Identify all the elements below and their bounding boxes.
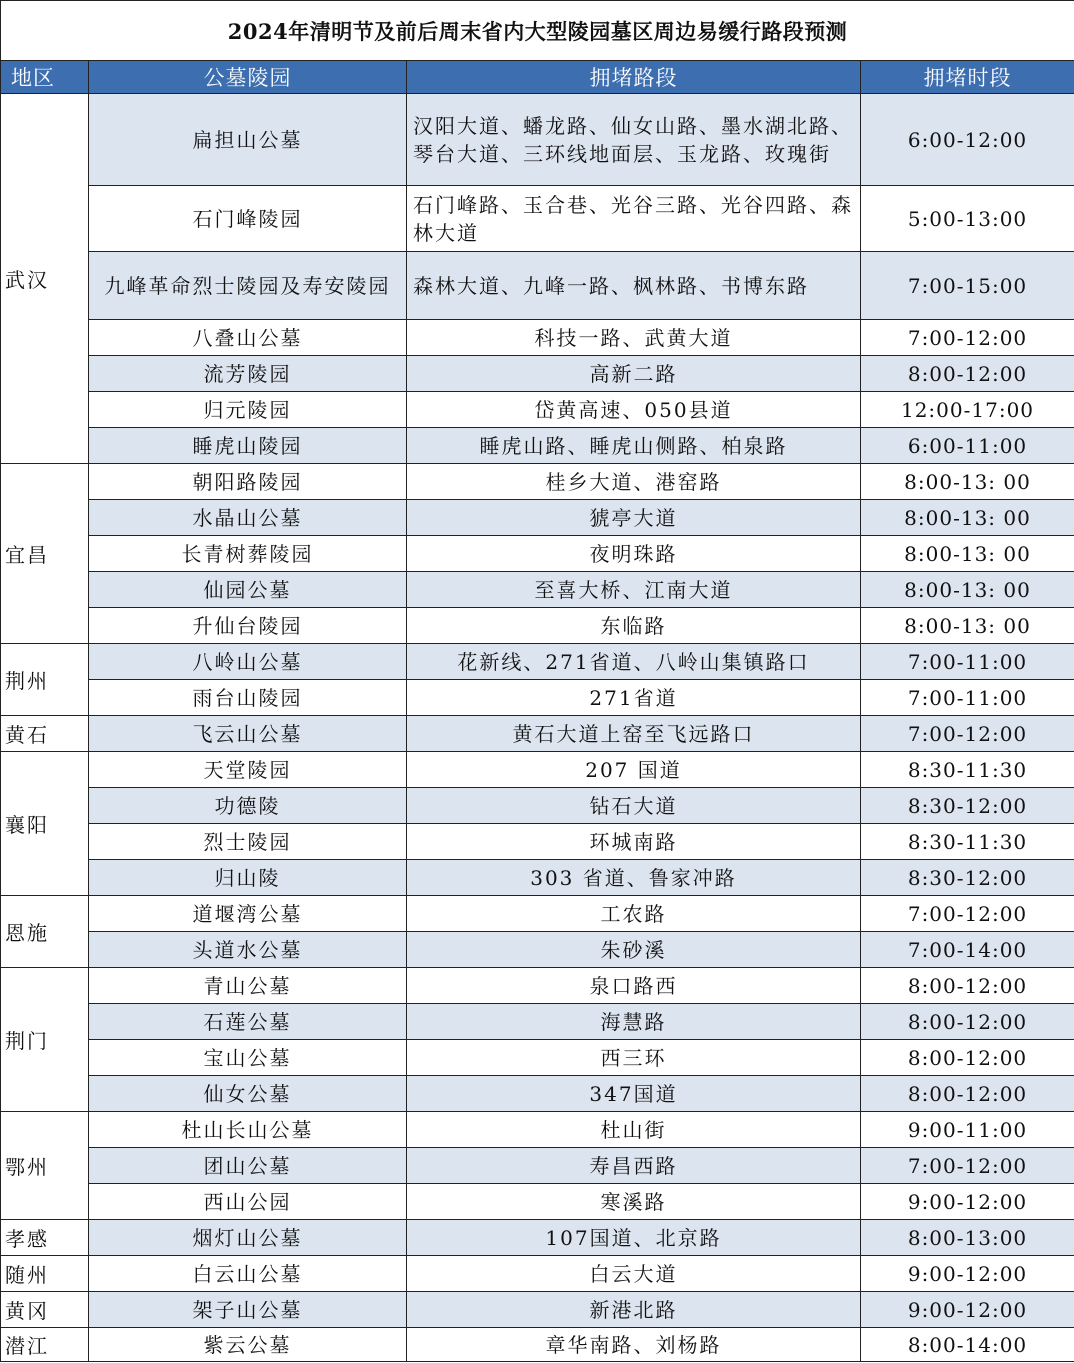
time-cell: 7:00-14:00	[861, 932, 1074, 968]
cemetery-cell: 九峰革命烈士陵园及寿安陵园	[89, 252, 407, 320]
roads-cell: 科技一路、武黄大道	[407, 320, 861, 356]
table-row	[1, 1292, 1074, 1328]
roads-cell: 森林大道、九峰一路、枫林路、书博东路	[407, 252, 861, 320]
time-cell: 8:00-13: 00	[861, 536, 1074, 572]
roads-cell: 环城南路	[407, 824, 861, 860]
time-cell: 8:00-14:00	[861, 1328, 1074, 1362]
time-cell: 7:00-11:00	[861, 680, 1074, 716]
header-time: 拥堵时段	[861, 61, 1074, 94]
roads-cell: 西三环	[407, 1040, 861, 1076]
time-cell: 9:00-12:00	[861, 1184, 1074, 1220]
time-cell: 9:00-11:00	[861, 1112, 1074, 1148]
header-roads: 拥堵路段	[407, 61, 861, 94]
table-row	[1, 94, 1074, 186]
cemetery-cell: 杜山长山公墓	[89, 1112, 407, 1148]
roads-cell: 花新线、271省道、八岭山集镇路口	[407, 644, 861, 680]
roads-cell: 章华南路、刘杨路	[407, 1328, 861, 1362]
time-cell: 9:00-12:00	[861, 1256, 1074, 1292]
cemetery-cell: 宝山公墓	[89, 1040, 407, 1076]
table-title: 2024年清明节及前后周末省内大型陵园墓区周边易缓行路段预测	[1, 1, 1074, 61]
roads-cell: 东临路	[407, 608, 861, 644]
roads-cell: 黄石大道上窑至飞远路口	[407, 716, 861, 752]
roads-cell: 白云大道	[407, 1256, 861, 1292]
time-cell: 8:30-12:00	[861, 860, 1074, 896]
cemetery-cell: 归山陵	[89, 860, 407, 896]
table-row	[1, 788, 1074, 824]
region-cell: 恩施	[1, 896, 89, 968]
roads-cell: 工农路	[407, 896, 861, 932]
time-cell: 8:30-12:00	[861, 788, 1074, 824]
roads-cell: 桂乡大道、港窑路	[407, 464, 861, 500]
cemetery-cell: 八岭山公墓	[89, 644, 407, 680]
cemetery-cell: 水晶山公墓	[89, 500, 407, 536]
roads-cell: 寒溪路	[407, 1184, 861, 1220]
region-cell: 黄冈	[1, 1292, 89, 1328]
roads-cell: 泉口路西	[407, 968, 861, 1004]
table-row	[1, 644, 1074, 680]
region-cell: 孝感	[1, 1220, 89, 1256]
region-cell: 荆州	[1, 644, 89, 716]
time-cell: 8:00-13: 00	[861, 500, 1074, 536]
cemetery-cell: 天堂陵园	[89, 752, 407, 788]
time-cell: 8:00-12:00	[861, 1040, 1074, 1076]
time-cell: 7:00-15:00	[861, 252, 1074, 320]
table-row	[1, 186, 1074, 252]
cemetery-cell: 八叠山公墓	[89, 320, 407, 356]
cemetery-cell: 归元陵园	[89, 392, 407, 428]
time-cell: 7:00-12:00	[861, 320, 1074, 356]
cemetery-cell: 石门峰陵园	[89, 186, 407, 252]
cemetery-cell: 烈士陵园	[89, 824, 407, 860]
roads-cell: 杜山街	[407, 1112, 861, 1148]
cemetery-cell: 睡虎山陵园	[89, 428, 407, 464]
cemetery-cell: 白云山公墓	[89, 1256, 407, 1292]
cemetery-cell: 架子山公墓	[89, 1292, 407, 1328]
table-row	[1, 1256, 1074, 1292]
table-row	[1, 572, 1074, 608]
table-row	[1, 1076, 1074, 1112]
cemetery-cell: 流芳陵园	[89, 356, 407, 392]
time-cell: 7:00-12:00	[861, 896, 1074, 932]
roads-cell: 107国道、北京路	[407, 1220, 861, 1256]
cemetery-cell: 长青树葬陵园	[89, 536, 407, 572]
region-cell: 黄石	[1, 716, 89, 752]
table-row	[1, 428, 1074, 464]
table-row	[1, 252, 1074, 320]
time-cell: 9:00-12:00	[861, 1292, 1074, 1328]
table-row	[1, 1184, 1074, 1220]
cemetery-cell: 扁担山公墓	[89, 94, 407, 186]
cemetery-cell: 团山公墓	[89, 1148, 407, 1184]
table-row	[1, 896, 1074, 932]
roads-cell: 303 省道、鲁家冲路	[407, 860, 861, 896]
region-cell: 宜昌	[1, 464, 89, 644]
time-cell: 7:00-11:00	[861, 644, 1074, 680]
table-row	[1, 1004, 1074, 1040]
time-cell: 8:00-12:00	[861, 1004, 1074, 1040]
table-row	[1, 536, 1074, 572]
table-row	[1, 1220, 1074, 1256]
table-body	[1, 94, 1074, 1362]
cemetery-cell: 升仙台陵园	[89, 608, 407, 644]
time-cell: 7:00-12:00	[861, 1148, 1074, 1184]
time-cell: 6:00-11:00	[861, 428, 1074, 464]
cemetery-cell: 头道水公墓	[89, 932, 407, 968]
cemetery-cell: 紫云公墓	[89, 1328, 407, 1362]
roads-cell: 石门峰路、玉合巷、光谷三路、光谷四路、森林大道	[407, 186, 861, 252]
table-row	[1, 320, 1074, 356]
roads-cell: 207 国道	[407, 752, 861, 788]
time-cell: 8:00-13: 00	[861, 464, 1074, 500]
time-cell: 5:00-13:00	[861, 186, 1074, 252]
time-cell: 7:00-12:00	[861, 716, 1074, 752]
table-row	[1, 932, 1074, 968]
time-cell: 8:00-13: 00	[861, 608, 1074, 644]
header-region: 地区	[1, 61, 89, 94]
roads-cell: 岱黄高速、050县道	[407, 392, 861, 428]
time-cell: 8:30-11:30	[861, 752, 1074, 788]
table-row	[1, 1040, 1074, 1076]
table-row	[1, 608, 1074, 644]
cemetery-cell: 朝阳路陵园	[89, 464, 407, 500]
table-row	[1, 1148, 1074, 1184]
region-cell: 武汉	[1, 94, 89, 464]
roads-cell: 海慧路	[407, 1004, 861, 1040]
table-row	[1, 824, 1074, 860]
cemetery-cell: 雨台山陵园	[89, 680, 407, 716]
cemetery-cell: 石莲公墓	[89, 1004, 407, 1040]
table-row	[1, 680, 1074, 716]
cemetery-cell: 仙园公墓	[89, 572, 407, 608]
table-row	[1, 860, 1074, 896]
roads-cell: 寿昌西路	[407, 1148, 861, 1184]
table-row	[1, 1112, 1074, 1148]
region-cell: 潜江	[1, 1328, 89, 1362]
time-cell: 8:00-12:00	[861, 1076, 1074, 1112]
cemetery-cell: 仙女公墓	[89, 1076, 407, 1112]
time-cell: 6:00-12:00	[861, 94, 1074, 186]
cemetery-cell: 西山公园	[89, 1184, 407, 1220]
table-row	[1, 500, 1074, 536]
roads-cell: 新港北路	[407, 1292, 861, 1328]
roads-cell: 至喜大桥、江南大道	[407, 572, 861, 608]
roads-cell: 钻石大道	[407, 788, 861, 824]
time-cell: 12:00-17:00	[861, 392, 1074, 428]
time-cell: 8:00-13:00	[861, 1220, 1074, 1256]
cemetery-cell: 飞云山公墓	[89, 716, 407, 752]
roads-cell: 347国道	[407, 1076, 861, 1112]
table-row	[1, 968, 1074, 1004]
cemetery-cell: 道堰湾公墓	[89, 896, 407, 932]
table-row	[1, 716, 1074, 752]
time-cell: 8:00-12:00	[861, 356, 1074, 392]
table-row	[1, 464, 1074, 500]
time-cell: 8:00-12:00	[861, 968, 1074, 1004]
roads-cell: 高新二路	[407, 356, 861, 392]
table-row	[1, 356, 1074, 392]
table-row	[1, 1328, 1074, 1362]
region-cell: 随州	[1, 1256, 89, 1292]
region-cell: 鄂州	[1, 1112, 89, 1220]
roads-cell: 猇亭大道	[407, 500, 861, 536]
roads-cell: 睡虎山路、睡虎山侧路、柏泉路	[407, 428, 861, 464]
roads-cell: 汉阳大道、蟠龙路、仙女山路、墨水湖北路、琴台大道、三环线地面层、玉龙路、玫瑰街	[407, 94, 861, 186]
header-cemetery: 公墓陵园	[89, 61, 407, 94]
cemetery-cell: 青山公墓	[89, 968, 407, 1004]
roads-cell: 夜明珠路	[407, 536, 861, 572]
cemetery-cell: 功德陵	[89, 788, 407, 824]
time-cell: 8:00-13: 00	[861, 572, 1074, 608]
region-cell: 荆门	[1, 968, 89, 1112]
region-cell: 襄阳	[1, 752, 89, 896]
roads-cell: 朱砂溪	[407, 932, 861, 968]
cemetery-cell: 烟灯山公墓	[89, 1220, 407, 1256]
header-row	[1, 61, 1074, 94]
roads-cell: 271省道	[407, 680, 861, 716]
table-row	[1, 392, 1074, 428]
table-row	[1, 752, 1074, 788]
time-cell: 8:30-11:30	[861, 824, 1074, 860]
